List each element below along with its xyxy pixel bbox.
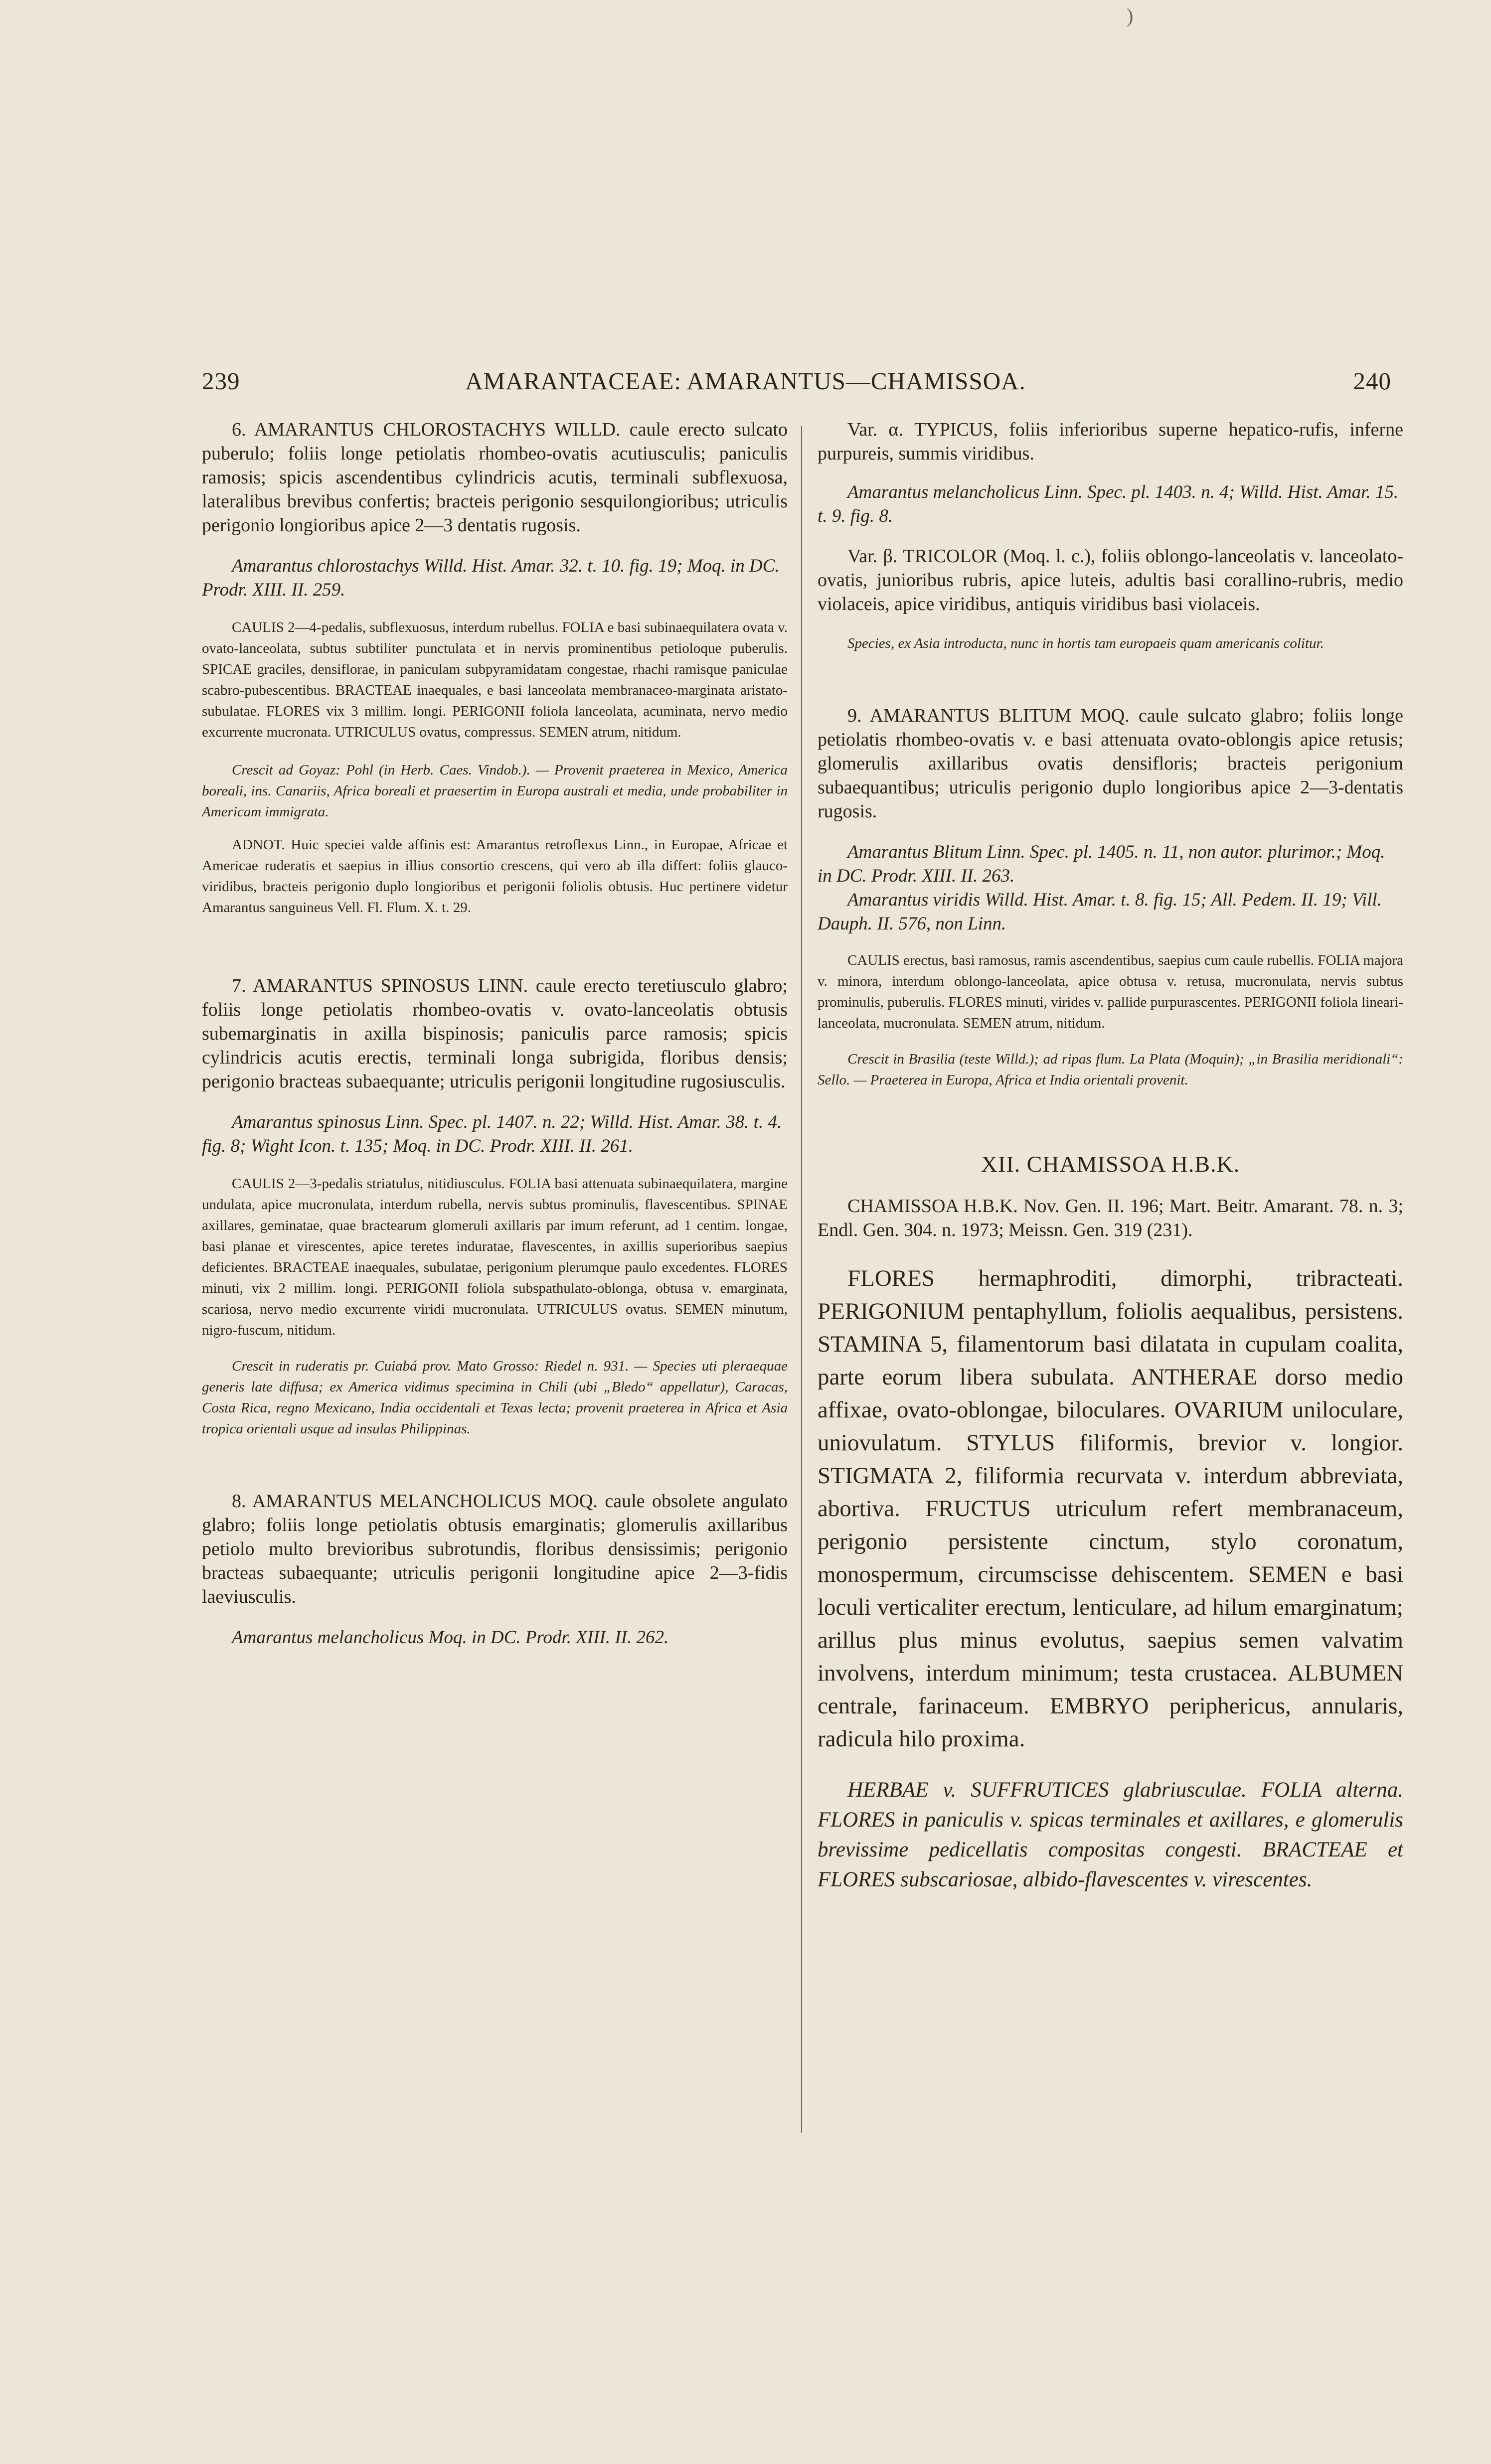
var-beta: Var. β. TRICOLOR (Moq. l. c.), foliis oblongo-lanceolatis v. lanceolato-ovatis, junioribus rubris, apice luteis, adultis basi corallino-rubris, medio violaceis, apice viridibus, antiquis viridibus basi violaceis. xyxy=(818,546,1403,615)
genus-description: FLORES hermaphroditi, dimorphi, tribracteati. PERIGONIUM pentaphyllum, foliolis aequalibus, persistens. STAMINA 5, filamentorum basi dilatata in cupulam coalita, parte eorum libera subulata. ANTHERAE dorso medio affixae, ovato-oblongae, biloculares. OVARIUM uniloculare, uniovulatum. STYLUS filiformis, brevior v. longior. STIGMATA 2, filiformia recurvata v. interdum abbreviata, abortiva. FRUCTUS utriculum refert membranaceum, perigonio persistente cinctum, stylo coronatum, monospermum, circumscisse dehiscentem. SEMEN e basi loculi verticaliter erectum, lenticulare, ad hilum emarginatum; arillus plus minus evolutus, saepius semen valvatim involvens, interdum minimum; testa crustacea. ALBUMEN centrale, farinaceum. EMBRYO periphericus, annularis, radicula hilo proxima. xyxy=(818,1265,1403,1752)
sp7-description: CAULIS 2—3-pedalis striatulus, nitidiusculus. FOLIA basi attenuata subinaequilatera, margine undulata, apice mucronulata, interdum rubella, nervis subtus prominulis, flavescentibus. SPINAE axillares, geminatae, quae bractearum glomeruli axillaris par imum referunt, ad 1 centim. longae, basi planae et virescentes, apice teretes induratae, flavescentes, in axillis superioribus saepius deficientes. BRACTEAE inaequales, subulatae, perigonium plerumque paulo excedentes. FLORES minuti, vix 2 millim. longi. PERIGONII foliola subspathulato-oblonga, obtusa v. emarginata, scariosa, nervo medio excurrente viridi mucronulata. UTRICULUS ovatus. SEMEN minutum, nigro-fuscum, nitidum. xyxy=(202,1176,788,1338)
sp9-citation-2: Amarantus viridis Willd. Hist. Amar. t. 8. fig. 15; All. Pedem. II. 19; Vill. Dauph. II. 576, non Linn. xyxy=(818,890,1382,934)
sp7-citation: Amarantus spinosus Linn. Spec. pl. 1407. n. 22; Willd. Hist. Amar. 38. t. 4. fig. 8; Wight Icon. t. 135; Moq. in DC. Prodr. XIII. II. 261. xyxy=(202,1112,782,1156)
genus-habit: HERBAE v. SUFFRUTICES glabriusculae. FOLIA alterna. FLORES in paniculis v. spicas terminales et axillares, e glomerulis brevissime pedicellatis compositas congesti. BRACTEAE et FLORES subscariosae, albido-flavescentes v. virescentes. xyxy=(818,1778,1403,1891)
sp6-description: CAULIS 2—4-pedalis, subflexuosus, interdum rubellus. FOLIA e basi subinaequilatera ovata v. ovato-lanceolata, subtus subtiliter punctulata et in nervis prominentibus petioloque puberulis. SPICAE graciles, densiflorae, in paniculam subpyramidatam congestae, rhachi ramisque paniculae scabro-pubescentibus. BRACTEAE inaequales, e basi lanceolata membranaceo-marginata aristato-subulatae. FLORES vix 3 millim. longi. PERIGONII foliola lanceolata, acuminata, nervo medio excurrente mucronata. UTRICULUS ovatus, compressus. SEMEN atrum, nitidum. xyxy=(202,619,788,740)
left-column xyxy=(202,418,788,2147)
sp9-crescit: Crescit in Brasilia (teste Willd.); ad ripas flum. La Plata (Moquin); „in Brasilia meridionali“: Sello. — Praeterea in Europa, Africa et India orientali provenit. xyxy=(818,1051,1403,1088)
species-note: Species, ex Asia introducta, nunc in hortis tam europaeis quam americanis colitur. xyxy=(847,635,1324,651)
page-number-right: 240 xyxy=(1353,367,1391,395)
sp6-adnot: ADNOT. Huic speciei valde affinis est: Amarantus retroflexus Linn., in Europae, Africae et Americae ruderatis et saepius in illius consortio crescens, qui vero ab illa differt: foliis glauco-viridibus, bracteis perigonio duplo longioribus et perigonii foliolis obtusis. Huc pertinere videtur Amarantus sanguineus Vell. Fl. Flum. X. t. 29. xyxy=(202,837,788,916)
genus-title: XII. CHAMISSOA H.B.K. xyxy=(981,1151,1240,1177)
var-alpha-citation: Amarantus melancholicus Linn. Spec. pl. 1403. n. 4; Willd. Hist. Amar. 15. t. 9. fig. 8. xyxy=(818,482,1399,526)
sp6-crescit: Crescit ad Goyaz: Pohl (in Herb. Caes. Vindob.). — Provenit praeterea in Mexico, America boreali, ins. Canariis, Africa boreali et praesertim in Europa australi et media, unde probabiliter in Americam immigrata. xyxy=(202,762,788,820)
top-mark: ) xyxy=(1127,4,1134,27)
sp8-diagnosis: 8. AMARANTUS MELANCHOLICUS MOQ. caule obsolete angulato glabro; foliis longe petiolatis obtusis emarginatis; glomerulis axillaribus petiolo multo brevioribus subrotundis, floribus densissimis; perigonio bracteas subaequante; utriculis perigonii longitudine apice 2—3-fidis laeviusculis. xyxy=(202,1491,788,1607)
running-head: AMARANTACEAE: AMARANTUS—CHAMISSOA. xyxy=(465,367,1026,395)
sp6-citation: Amarantus chlorostachys Willd. Hist. Amar. 32. t. 10. fig. 19; Moq. in DC. Prodr. XIII. II. 259. xyxy=(202,556,780,600)
sp9-citation-1: Amarantus Blitum Linn. Spec. pl. 1405. n. 11, non autor. plurimor.; Moq. in DC. Prodr. XIII. II. 263. xyxy=(818,842,1385,886)
sp6-diagnosis: 6. AMARANTUS CHLOROSTACHYS WILLD. caule erecto sulcato puberulo; foliis longe petiolatis rhombeo-ovatis acutiusculis; paniculis ramosis; spicis ascendentibus cylindricis acutis, terminali subflexuosa, lateralibus brevibus confertis; bracteis perigonio sesquilongioribus; utriculis perigonio longioribus apice 2—3 dentatis rugosis. xyxy=(202,419,788,536)
var-alpha: Var. α. TYPICUS, foliis inferioribus superne hepatico-rufis, inferne purpureis, summis viridibus. xyxy=(818,419,1403,464)
right-column xyxy=(818,418,1403,2147)
sp8-citation: Amarantus melancholicus Moq. in DC. Prodr. XIII. II. 262. xyxy=(232,1627,669,1648)
sp7-diagnosis: 7. AMARANTUS SPINOSUS LINN. caule erecto teretiusculo glabro; foliis longe petiolatis rhombeo-ovatis v. ovato-lanceolatis obtusis subemarginatis in axilla bispinosis; paniculis parce ramosis; spicis cylindricis acutis erectis, terminali longa subrigida, floribus densis; perigonio bracteas subaequante; utriculis perigonii longitudine rugosiusculis. xyxy=(202,975,788,1092)
sp9-diagnosis: 9. AMARANTUS BLITUM MOQ. caule sulcato glabro; foliis longe petiolatis rhombeo-ovatis v. e basi attenuata ovato-oblongis apice retusis; glomerulis axillaribus ovatis densifloris; bracteis perigonium subaequantibus; utriculis perigonio duplo longioribus apice 2—3-dentatis rugosis. xyxy=(818,705,1403,822)
sp9-description: CAULIS erectus, basi ramosus, ramis ascendentibus, saepius cum caule rubellis. FOLIA majora v. minora, interdum oblongo-lanceolata, apice obtusa v. retusa, mucronulata, nervis subtus prominulis, puberulis. FLORES minuti, virides v. pallide purpurascentes. PERIGONII foliola lineari-lanceolata, mucronulata. SEMEN atrum, nitidum. xyxy=(818,952,1403,1031)
column-divider xyxy=(801,426,802,2133)
sp7-crescit: Crescit in ruderatis pr. Cuiabá prov. Mato Grosso: Riedel n. 931. — Species uti pleraequae generis late diffusa; ex America vidimus specimina in Chili (ubi „Bledo“ appellatur), Caracas, Costa Rica, regno Mexicano, India occidentali et Texas lecta; provenit praeterea in Africa et Asia tropica orientali usque ad insulas Philippinas. xyxy=(202,1358,788,1437)
genus-citation: CHAMISSOA H.B.K. Nov. Gen. II. 196; Mart. Beitr. Amarant. 78. n. 3; Endl. Gen. 304. n. 1973; Meissn. Gen. 319 (231). xyxy=(818,1196,1403,1240)
page-number-left: 239 xyxy=(202,367,240,395)
